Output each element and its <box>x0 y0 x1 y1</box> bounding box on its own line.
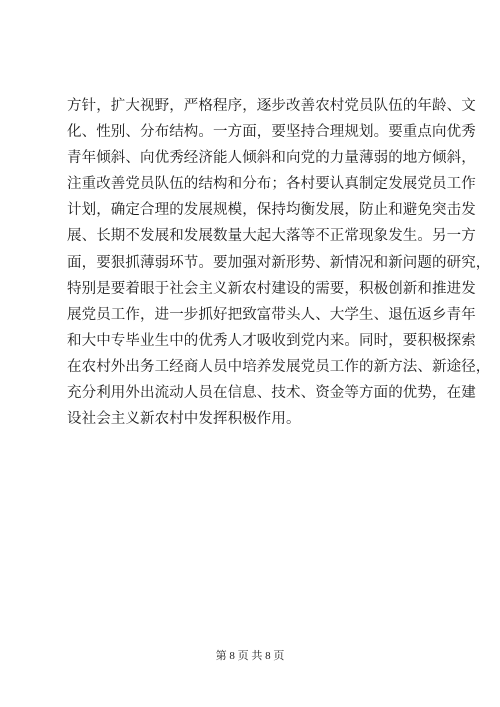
text-line: 化、性别、分布结构。一方面，要坚持合理规划。要重点向优秀 <box>67 124 476 141</box>
page-number-footer: 第 8 页 共 8 页 <box>215 650 285 662</box>
text-line: 充分利用外出流动人员在信息、技术、资金等方面的优势，在建 <box>67 385 476 402</box>
text-line: 计划，确定合理的发展规模，保持均衡发展，防止和避免突击发 <box>67 202 476 219</box>
text-line: 注重改善党员队伍的结构和分布；各村要认真制定发展党员工作 <box>67 176 476 193</box>
body-paragraph <box>67 93 491 432</box>
text-line: 青年倾斜、向优秀经济能人倾斜和向党的力量薄弱的地方倾斜， <box>67 150 476 167</box>
text-line: 展、长期不发展和发展数量大起大落等不正常现象发生。另一方 <box>67 228 476 245</box>
text-line: 和大中专毕业生中的优秀人才吸收到党内来。同时，要积极探索 <box>67 332 476 349</box>
text-line: 方针，扩大视野，严格程序，逐步改善农村党员队伍的年龄、文 <box>67 98 476 114</box>
text-line: 设社会主义新农村中发挥积极作用。 <box>67 411 301 428</box>
text-line: 展党员工作，进一步抓好把致富带头人、大学生、退伍返乡青年 <box>67 306 476 323</box>
text-line: 特别是要着眼于社会主义新农村建设的需要，积极创新和推进发 <box>67 280 476 297</box>
text-line: 在农村外出务工经商人员中培养发展党员工作的新方法、新途径， <box>67 358 491 375</box>
text-line: 面，要狠抓薄弱环节。要加强对新形势、新情况和新问题的研究， <box>67 254 491 271</box>
